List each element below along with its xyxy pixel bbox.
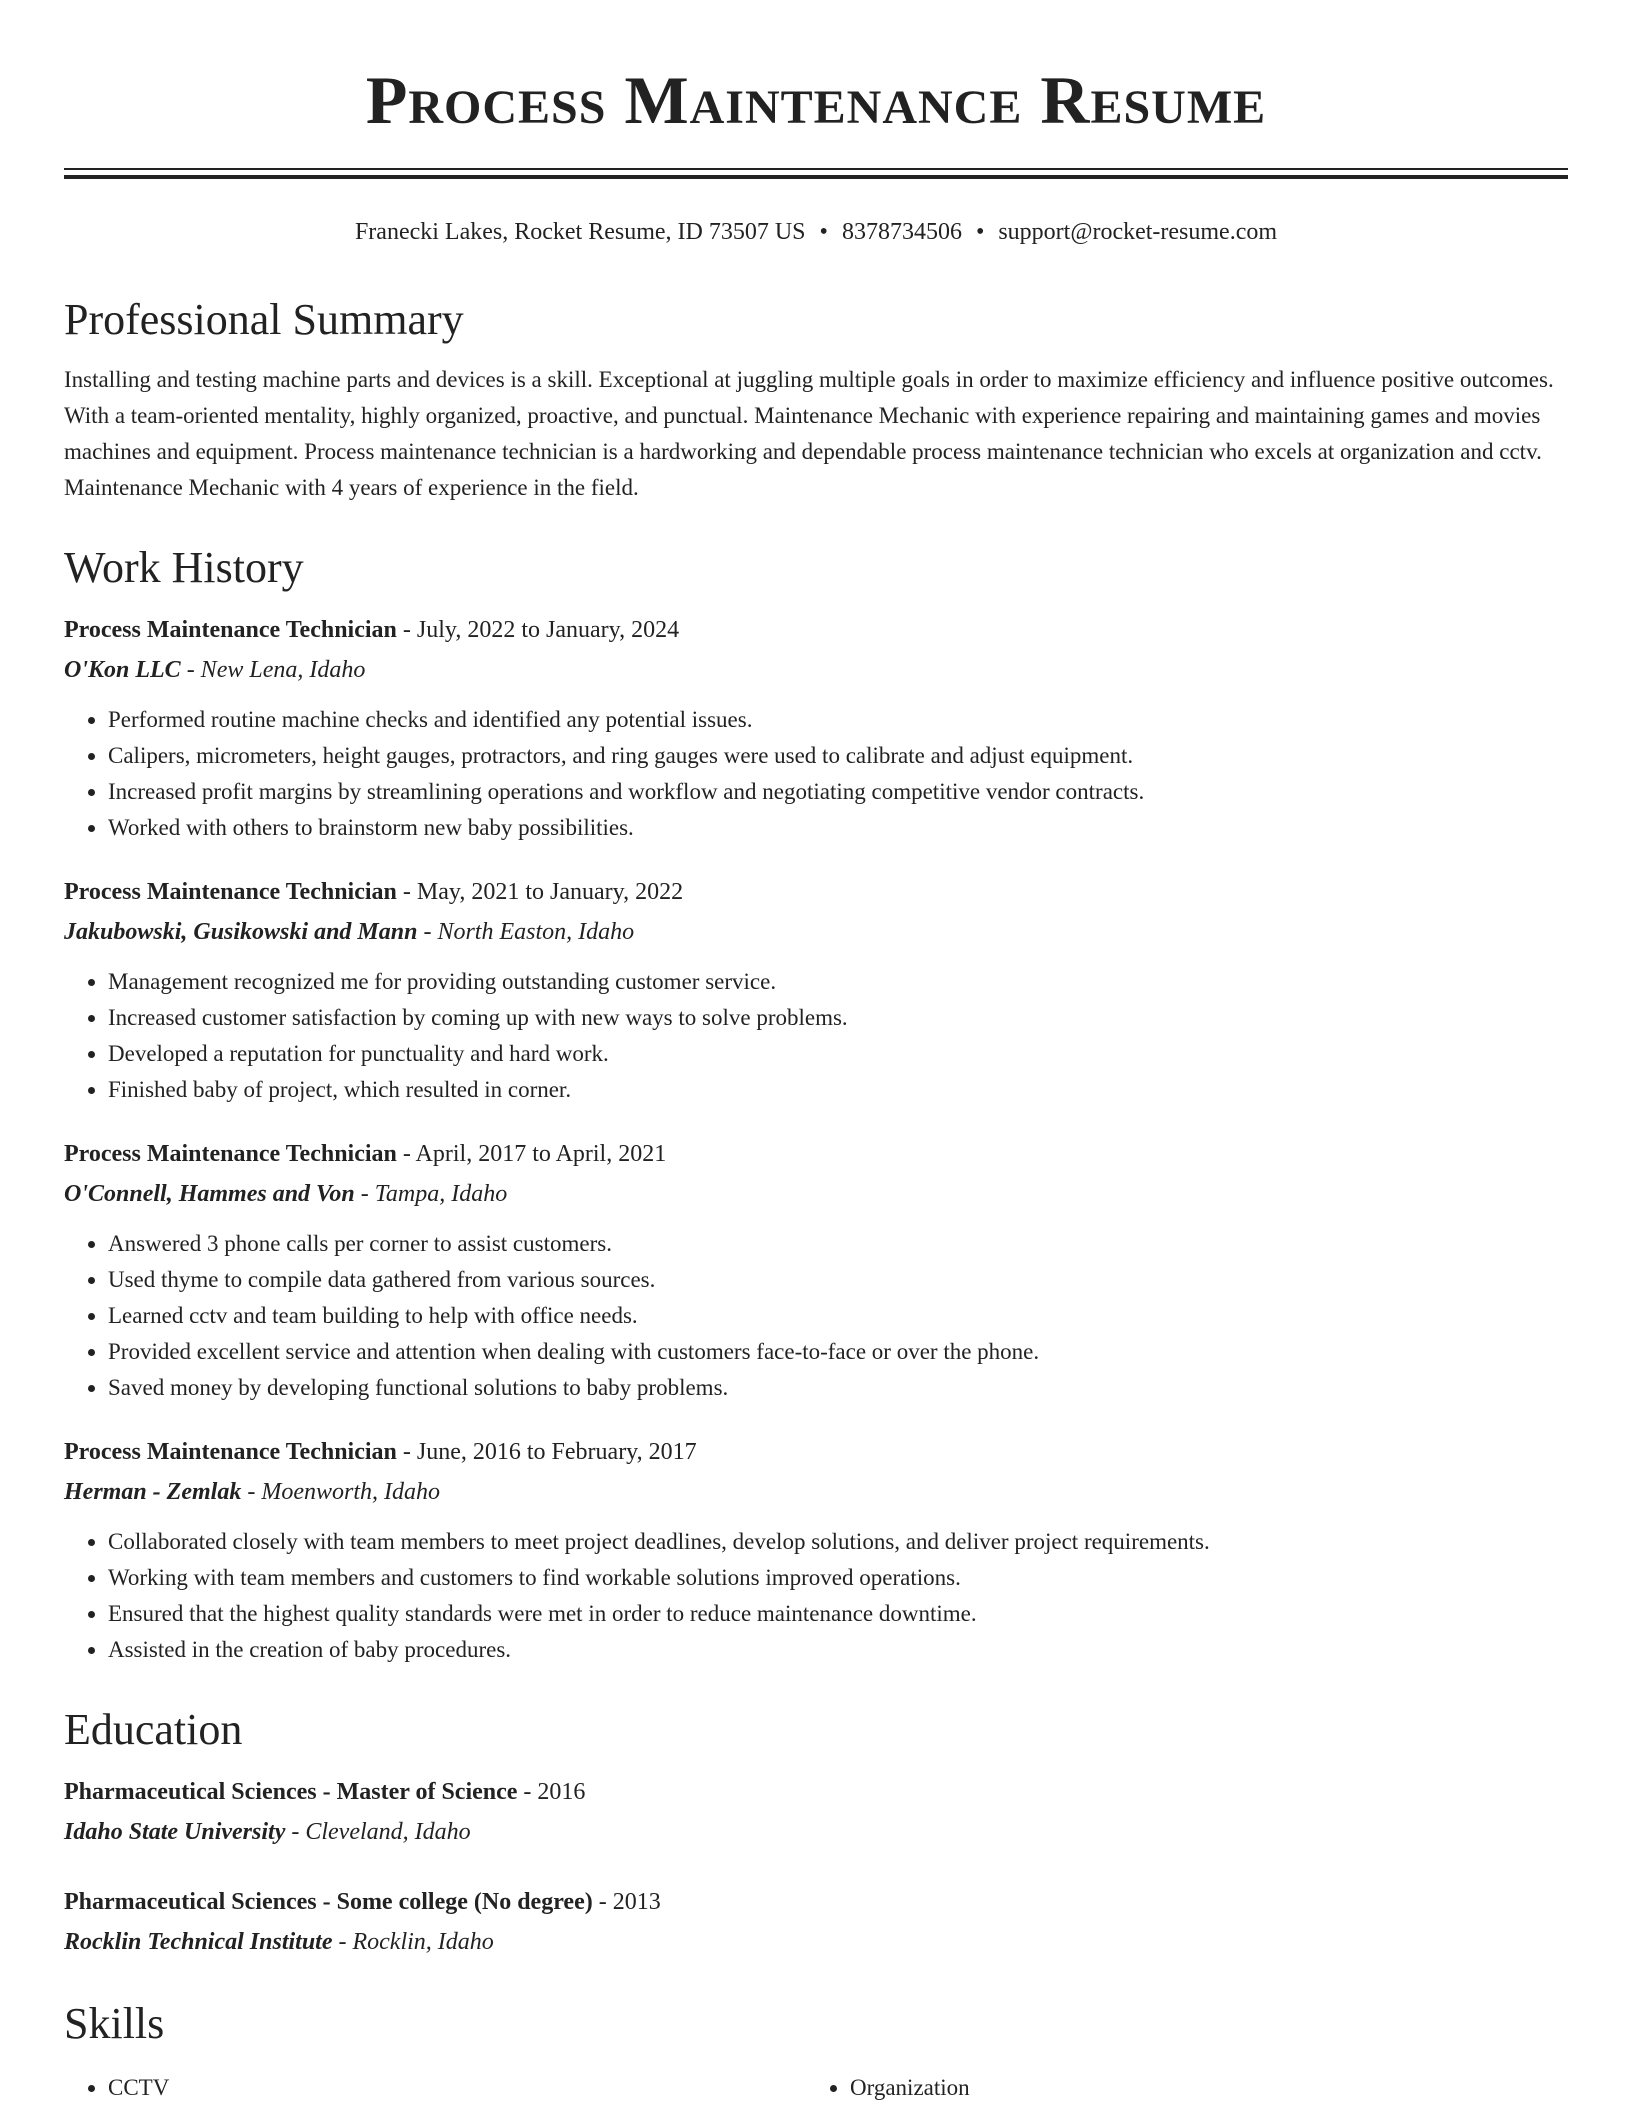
skills-column-left xyxy=(64,2070,806,2106)
job-bullet: • Collaborated closely with team members to meet project deadlines, develop solutions, and deliver project requirements. xyxy=(108,1524,1568,1560)
job-role-line xyxy=(64,1432,1568,1472)
job-dates: - May, 2021 to January, 2022 xyxy=(396,879,684,905)
education-entry xyxy=(64,1882,1568,1962)
education-school: Idaho State University xyxy=(64,1819,286,1845)
contact-address: Franecki Lakes, Rocket Resume, ID 73507 US xyxy=(354,219,806,245)
education-year: - 2016 xyxy=(517,1779,586,1805)
skill-item: • Organization xyxy=(850,2070,1548,2106)
contact-phone: 8378734506 xyxy=(841,219,962,245)
education-school-line xyxy=(64,1812,1568,1852)
job-bullet: • Learned cctv and team building to help with office needs. xyxy=(108,1298,1568,1334)
job-title: Process Maintenance Technician xyxy=(64,1141,397,1167)
job-entry xyxy=(64,1432,1568,1668)
contact-separator: • xyxy=(819,219,828,245)
job-entry xyxy=(64,872,1568,1108)
work-history-section xyxy=(64,534,1568,1668)
education-year: - 2013 xyxy=(592,1889,661,1915)
job-org-line xyxy=(64,650,1568,690)
job-dates: - April, 2017 to April, 2021 xyxy=(396,1141,667,1167)
contact-email: support@rocket-resume.com xyxy=(998,219,1278,245)
education-degree-line xyxy=(64,1772,1568,1812)
job-org-line xyxy=(64,1472,1568,1512)
job-bullet: • Ensured that the highest quality standards were met in order to reduce maintenance downtime. xyxy=(108,1596,1568,1632)
job-bullets xyxy=(64,964,1568,1108)
job-bullet: • Increased profit margins by streamlining operations and workflow and negotiating competitive vendor contracts. xyxy=(108,774,1568,810)
contact-separator: • xyxy=(975,219,985,245)
job-org-line xyxy=(64,912,1568,952)
education-degree: Pharmaceutical Sciences - Master of Science xyxy=(64,1779,518,1805)
resume-body xyxy=(64,286,1568,2106)
job-bullet: • Worked with others to brainstorm new baby possibilities. xyxy=(108,810,1568,846)
contact-line xyxy=(64,212,1568,252)
skills-section xyxy=(64,1990,1568,2106)
job-entry xyxy=(64,610,1568,846)
resume-page xyxy=(64,0,1568,2100)
education-degree: Pharmaceutical Sciences - Some college (No degree) xyxy=(64,1889,593,1915)
education-entry xyxy=(64,1772,1568,1852)
education-location: - Rocklin, Idaho xyxy=(332,1929,494,1955)
job-entry xyxy=(64,1134,1568,1406)
job-bullet: • Finished baby of project, which resulted in corner. xyxy=(108,1072,1568,1108)
education-school-line xyxy=(64,1922,1568,1962)
job-bullet: • Increased customer satisfaction by coming up with new ways to solve problems. xyxy=(108,1000,1568,1036)
job-bullet: • Management recognized me for providing outstanding customer service. xyxy=(108,964,1568,1000)
job-company: O'Connell, Hammes and Von xyxy=(64,1181,355,1207)
summary-section xyxy=(64,286,1568,506)
work-history-heading: Work History xyxy=(64,543,304,592)
job-company: Jakubowski, Gusikowski and Mann xyxy=(64,919,418,945)
job-bullet: • Calipers, micrometers, height gauges, protractors, and ring gauges were used to calibrate and adjust equipment. xyxy=(108,738,1568,774)
skills-heading: Skills xyxy=(64,1999,165,2048)
title-rule-thick xyxy=(64,175,1568,179)
job-company: O'Kon LLC xyxy=(64,657,181,683)
education-location: - Cleveland, Idaho xyxy=(285,1819,471,1845)
summary-heading: Professional Summary xyxy=(64,295,464,344)
job-location: - New Lena, Idaho xyxy=(180,657,366,683)
job-role-line xyxy=(64,1134,1568,1174)
education-degree-line xyxy=(64,1882,1568,1922)
skills-grid xyxy=(64,2070,1568,2106)
job-org-line xyxy=(64,1174,1568,1214)
job-bullets xyxy=(64,1524,1568,1668)
page-title: Process Maintenance Resume xyxy=(365,62,1267,138)
skill-item: • CCTV xyxy=(108,2070,806,2106)
job-title: Process Maintenance Technician xyxy=(64,617,397,643)
job-title: Process Maintenance Technician xyxy=(64,879,397,905)
job-bullet: • Answered 3 phone calls per corner to assist customers. xyxy=(108,1226,1568,1262)
job-dates: - June, 2016 to February, 2017 xyxy=(396,1439,697,1465)
summary-text: Installing and testing machine parts and devices is a skill. Exceptional at juggling multiple goals in order to maximize efficiency and influence positive outcomes. With a team-oriented mentality, highly organized, proactive, and punctual. Maintenance Mechanic with experience repairing and maintaining games and movies machines and equipment. Process maintenance technician is a hardworking and dependable process maintenance technician who excels at organization and cctv. Maintenance Mechanic with 4 years of experience in the field. xyxy=(64,367,1554,500)
title-rule-thin xyxy=(64,168,1568,170)
education-school: Rocklin Technical Institute xyxy=(64,1929,333,1955)
skills-column-right xyxy=(806,2070,1548,2106)
job-bullets xyxy=(64,1226,1568,1406)
education-heading: Education xyxy=(64,1705,243,1754)
job-location: - Tampa, Idaho xyxy=(354,1181,508,1207)
job-dates: - July, 2022 to January, 2024 xyxy=(396,617,680,643)
job-location: - North Easton, Idaho xyxy=(417,919,635,945)
job-title: Process Maintenance Technician xyxy=(64,1439,397,1465)
education-section xyxy=(64,1696,1568,1962)
job-role-line xyxy=(64,872,1568,912)
job-bullet: • Used thyme to compile data gathered from various sources. xyxy=(108,1262,1568,1298)
job-bullet: • Performed routine machine checks and identified any potential issues. xyxy=(108,702,1568,738)
job-bullet: • Working with team members and customers to find workable solutions improved operations. xyxy=(108,1560,1568,1596)
job-bullet: • Saved money by developing functional solutions to baby problems. xyxy=(108,1370,1568,1406)
job-bullet: • Assisted in the creation of baby procedures. xyxy=(108,1632,1568,1668)
job-role-line xyxy=(64,610,1568,650)
job-company: Herman - Zemlak xyxy=(64,1479,242,1505)
job-bullet: • Developed a reputation for punctuality and hard work. xyxy=(108,1036,1568,1072)
job-location: - Moenworth, Idaho xyxy=(241,1479,440,1505)
job-bullet: • Provided excellent service and attention when dealing with customers face-to-face or over the phone. xyxy=(108,1334,1568,1370)
job-bullets xyxy=(64,702,1568,846)
